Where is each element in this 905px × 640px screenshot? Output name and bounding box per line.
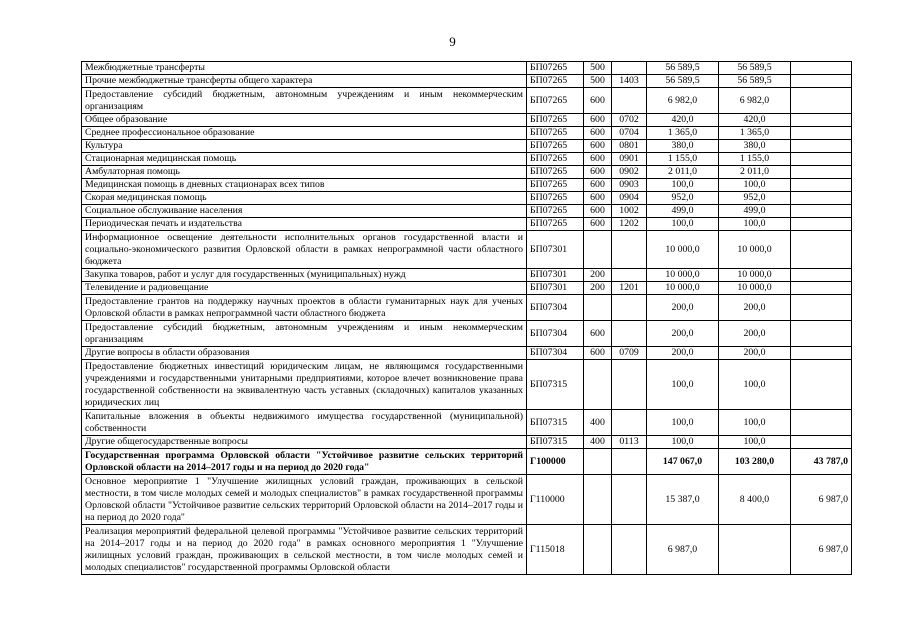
row-amount-2: 10 000,0 [719, 269, 791, 282]
row-code: БП07265 [527, 166, 584, 179]
row-name: Периодическая печать и издательства [82, 218, 527, 231]
row-amount-1: 952,0 [647, 192, 719, 205]
row-code: БП07304 [527, 321, 584, 347]
table-row [82, 475, 852, 525]
row-amount-2: 103 280,0 [719, 449, 791, 475]
row-vr: 600 [584, 127, 612, 140]
row-amount-3 [791, 360, 852, 410]
row-code: БП07265 [527, 88, 584, 114]
row-name: Предоставление бюджетных инвестиций юридическим лицам, не являющимся государственными учреждениями и государственными унитарными предприятиями, которое влечет возникновение права государственной собственности на эквивалентную часть уставных (складочных) капиталов указанных юридических лиц [82, 360, 527, 410]
row-amount-1: 200,0 [647, 347, 719, 360]
row-name: Закупка товаров, работ и услуг для государственных (муниципальных) нужд [82, 269, 527, 282]
row-amount-2: 1 155,0 [719, 153, 791, 166]
row-amount-1: 6 982,0 [647, 88, 719, 114]
row-rz: 0903 [612, 179, 647, 192]
row-amount-1: 1 155,0 [647, 153, 719, 166]
row-name: Амбулаторная помощь [82, 166, 527, 179]
row-amount-3 [791, 321, 852, 347]
row-code: БП07265 [527, 62, 584, 75]
row-amount-3 [791, 282, 852, 295]
row-rz [612, 525, 647, 575]
row-name: Межбюджетные трансферты [82, 62, 527, 75]
table-row [82, 360, 852, 410]
row-rz [612, 269, 647, 282]
row-name: Прочие межбюджетные трансферты общего характера [82, 75, 527, 88]
row-amount-1: 100,0 [647, 179, 719, 192]
row-code: БП07304 [527, 295, 584, 321]
row-rz: 0702 [612, 114, 647, 127]
row-vr [584, 231, 612, 269]
row-code: БП07265 [527, 205, 584, 218]
row-vr: 600 [584, 321, 612, 347]
row-amount-1: 10 000,0 [647, 282, 719, 295]
table-row [82, 410, 852, 436]
row-amount-3 [791, 269, 852, 282]
row-amount-2: 100,0 [719, 360, 791, 410]
row-amount-1: 10 000,0 [647, 269, 719, 282]
table-row [82, 127, 852, 140]
row-amount-1: 56 589,5 [647, 62, 719, 75]
row-amount-3 [791, 114, 852, 127]
row-code: БП07301 [527, 231, 584, 269]
page-number: 9 [449, 34, 456, 49]
row-rz: 1002 [612, 205, 647, 218]
row-rz: 0704 [612, 127, 647, 140]
row-vr: 600 [584, 192, 612, 205]
row-amount-1: 100,0 [647, 436, 719, 449]
table-row [82, 218, 852, 231]
row-rz: 1201 [612, 282, 647, 295]
row-amount-1: 15 387,0 [647, 475, 719, 525]
row-amount-1: 200,0 [647, 295, 719, 321]
row-vr: 600 [584, 347, 612, 360]
row-amount-3 [791, 75, 852, 88]
row-amount-2: 10 000,0 [719, 282, 791, 295]
row-amount-1: 200,0 [647, 321, 719, 347]
row-amount-2: 952,0 [719, 192, 791, 205]
table-row [82, 205, 852, 218]
row-amount-3 [791, 410, 852, 436]
row-name: Капитальные вложения в объекты недвижимого имущества государственной (муниципальной) собственности [82, 410, 527, 436]
budget-table [81, 61, 852, 575]
row-amount-2: 100,0 [719, 436, 791, 449]
row-name: Предоставление субсидий бюджетным, автономным учреждениям и иным некоммерческим организациям [82, 88, 527, 114]
table-row [82, 525, 852, 575]
row-amount-3 [791, 436, 852, 449]
row-amount-3: 6 987,0 [791, 525, 852, 575]
row-rz: 0113 [612, 436, 647, 449]
row-code: БП07304 [527, 347, 584, 360]
row-code: БП07301 [527, 282, 584, 295]
row-amount-3 [791, 231, 852, 269]
row-amount-2: 8 400,0 [719, 475, 791, 525]
table-row [82, 179, 852, 192]
table-row [82, 269, 852, 282]
row-name: Основное мероприятие 1 "Улучшение жилищных условий граждан, проживающих в сельской местности, в том числе молодых семей и молодых специалистов" в рамках государственной программы Орловской области "Устойчивое развитие сельских территорий Орловской области на 2014–2017 годы и на период до 2020 года" [82, 475, 527, 525]
row-name: Другие вопросы в области образования [82, 347, 527, 360]
table-row [82, 140, 852, 153]
row-code: БП07315 [527, 410, 584, 436]
row-amount-1: 420,0 [647, 114, 719, 127]
row-vr: 600 [584, 88, 612, 114]
row-amount-1: 1 365,0 [647, 127, 719, 140]
row-amount-1: 56 589,5 [647, 75, 719, 88]
row-vr: 600 [584, 179, 612, 192]
row-rz [612, 410, 647, 436]
row-amount-1: 100,0 [647, 360, 719, 410]
row-name: Скорая медицинская помощь [82, 192, 527, 205]
row-code: БП07315 [527, 360, 584, 410]
row-name: Стационарная медицинская помощь [82, 153, 527, 166]
table-row [82, 231, 852, 269]
table-row [82, 192, 852, 205]
row-rz [612, 295, 647, 321]
row-amount-3 [791, 179, 852, 192]
row-rz: 1403 [612, 75, 647, 88]
row-vr: 400 [584, 436, 612, 449]
row-name: Общее образование [82, 114, 527, 127]
row-name: Социальное обслуживание населения [82, 205, 527, 218]
row-amount-2: 6 982,0 [719, 88, 791, 114]
row-amount-1: 10 000,0 [647, 231, 719, 269]
table-row [82, 436, 852, 449]
row-amount-2: 499,0 [719, 205, 791, 218]
row-vr: 500 [584, 75, 612, 88]
row-amount-3 [791, 127, 852, 140]
row-rz: 0904 [612, 192, 647, 205]
row-vr [584, 449, 612, 475]
row-vr [584, 295, 612, 321]
row-vr [584, 475, 612, 525]
row-amount-3 [791, 205, 852, 218]
row-code: БП07265 [527, 75, 584, 88]
row-rz: 1202 [612, 218, 647, 231]
table-row [82, 75, 852, 88]
row-amount-3 [791, 192, 852, 205]
row-code: БП07265 [527, 153, 584, 166]
row-amount-2: 200,0 [719, 347, 791, 360]
row-rz [612, 360, 647, 410]
row-amount-1: 147 067,0 [647, 449, 719, 475]
table-row [82, 166, 852, 179]
row-code: БП07265 [527, 114, 584, 127]
row-amount-3 [791, 295, 852, 321]
row-amount-3 [791, 62, 852, 75]
row-amount-1: 100,0 [647, 218, 719, 231]
row-amount-2: 56 589,5 [719, 75, 791, 88]
row-amount-2: 100,0 [719, 218, 791, 231]
row-rz [612, 321, 647, 347]
table-row [82, 347, 852, 360]
row-amount-2: 1 365,0 [719, 127, 791, 140]
row-amount-2: 10 000,0 [719, 231, 791, 269]
row-code: Г110000 [527, 475, 584, 525]
table-row [82, 153, 852, 166]
table-row [82, 321, 852, 347]
row-code: БП07301 [527, 269, 584, 282]
row-vr: 200 [584, 269, 612, 282]
row-vr: 600 [584, 166, 612, 179]
row-amount-1: 499,0 [647, 205, 719, 218]
row-amount-2: 380,0 [719, 140, 791, 153]
row-rz [612, 475, 647, 525]
row-vr: 600 [584, 218, 612, 231]
row-code: БП07265 [527, 140, 584, 153]
row-code: БП07265 [527, 127, 584, 140]
row-name: Среднее профессиональное образование [82, 127, 527, 140]
row-amount-2: 100,0 [719, 179, 791, 192]
row-amount-3 [791, 218, 852, 231]
row-code: БП07265 [527, 179, 584, 192]
row-vr: 600 [584, 114, 612, 127]
row-vr: 200 [584, 282, 612, 295]
row-amount-2: 200,0 [719, 321, 791, 347]
row-vr: 500 [584, 62, 612, 75]
row-name: Культура [82, 140, 527, 153]
row-name: Реализация мероприятий федеральной целевой программы "Устойчивое развитие сельских территорий на 2014–2017 годы и на период до 2020 года" в рамках основного мероприятия 1 "Улучшение жилищных условий граждан, проживающих в сельской местности, в том числе молодых семей и молодых специалистов" государственной программы Орловской области [82, 525, 527, 575]
row-rz: 0902 [612, 166, 647, 179]
row-name: Медицинская помощь в дневных стационарах всех типов [82, 179, 527, 192]
row-amount-3: 6 987,0 [791, 475, 852, 525]
row-amount-2: 100,0 [719, 410, 791, 436]
row-amount-1: 380,0 [647, 140, 719, 153]
row-amount-1: 6 987,0 [647, 525, 719, 575]
row-rz: 0901 [612, 153, 647, 166]
row-code: БП07265 [527, 218, 584, 231]
table-row [82, 62, 852, 75]
row-code: БП07315 [527, 436, 584, 449]
row-amount-3 [791, 347, 852, 360]
row-vr: 600 [584, 205, 612, 218]
row-name: Предоставление грантов на поддержку научных проектов в области гуманитарных наук для ученых Орловской области в рамках непрограммной части областного бюджета [82, 295, 527, 321]
row-name: Информационное освещение деятельности исполнительных органов государственной власти и социально-экономического развития Орловской области в рамках непрограммной части областного бюджета [82, 231, 527, 269]
row-vr: 400 [584, 410, 612, 436]
row-amount-3 [791, 88, 852, 114]
row-vr: 600 [584, 153, 612, 166]
table-row [82, 449, 852, 475]
row-name: Государственная программа Орловской области "Устойчивое развитие сельских территорий Орловской области на 2014–2017 годы и на период до 2020 года" [82, 449, 527, 475]
row-name: Другие общегосударственные вопросы [82, 436, 527, 449]
row-amount-2: 420,0 [719, 114, 791, 127]
row-amount-3 [791, 153, 852, 166]
table-row [82, 88, 852, 114]
row-code: Г100000 [527, 449, 584, 475]
row-vr [584, 525, 612, 575]
row-code: Г115018 [527, 525, 584, 575]
row-amount-1: 100,0 [647, 410, 719, 436]
row-amount-1: 2 011,0 [647, 166, 719, 179]
row-rz: 0709 [612, 347, 647, 360]
row-rz: 0801 [612, 140, 647, 153]
table-row [82, 295, 852, 321]
row-amount-2: 56 589,5 [719, 62, 791, 75]
row-amount-3: 43 787,0 [791, 449, 852, 475]
row-vr [584, 360, 612, 410]
table-row [82, 282, 852, 295]
row-vr: 600 [584, 140, 612, 153]
row-rz [612, 88, 647, 114]
row-amount-2: 200,0 [719, 295, 791, 321]
row-rz [612, 449, 647, 475]
row-rz [612, 62, 647, 75]
table-row [82, 114, 852, 127]
row-name: Предоставление субсидий бюджетным, автономным учреждениям и иным некоммерческим организациям [82, 321, 527, 347]
row-amount-3 [791, 140, 852, 153]
row-name: Телевидение и радиовещание [82, 282, 527, 295]
row-amount-3 [791, 166, 852, 179]
row-rz [612, 231, 647, 269]
row-code: БП07265 [527, 192, 584, 205]
row-amount-2 [719, 525, 791, 575]
row-amount-2: 2 011,0 [719, 166, 791, 179]
